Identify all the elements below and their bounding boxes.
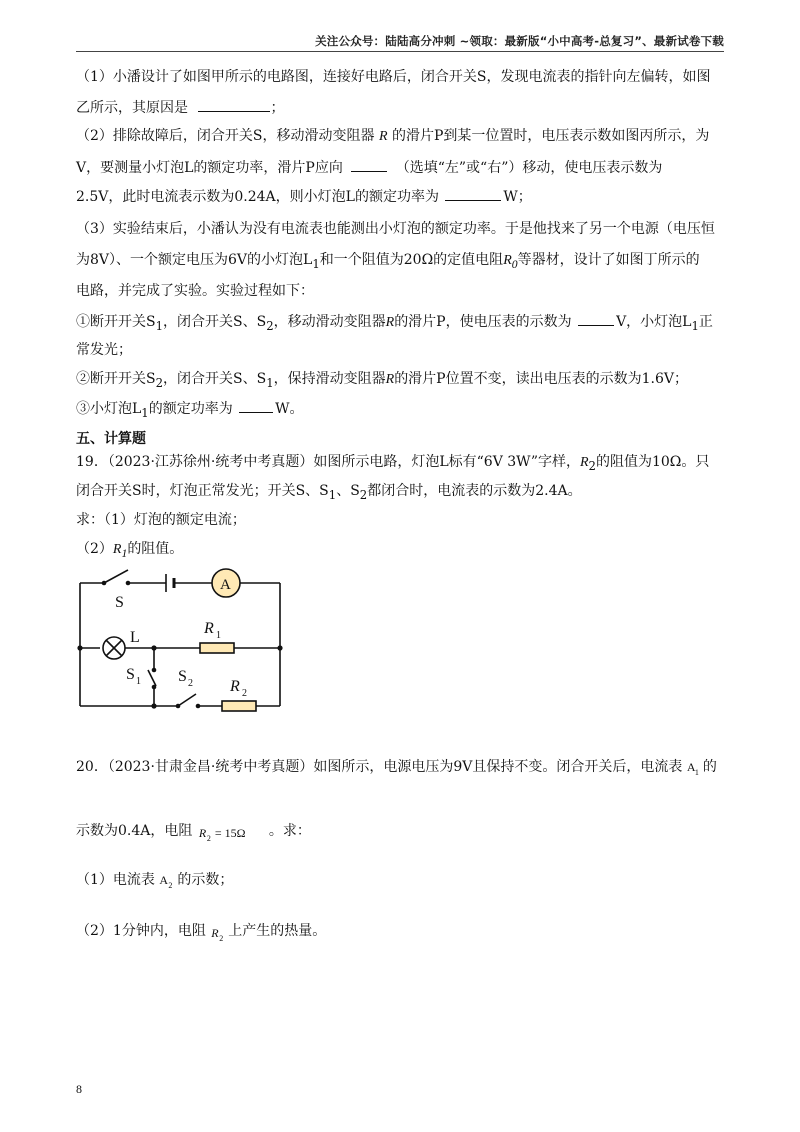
a2-letter: A	[159, 873, 169, 887]
q20-ask1-b: 的示数；	[177, 872, 234, 888]
answer-blank-4[interactable]	[578, 311, 614, 326]
circuit-diagram	[68, 560, 298, 716]
step3-text-c: W。	[275, 401, 304, 417]
q19-ask2-sub: 1	[121, 546, 128, 560]
answer-blank-3[interactable]	[445, 186, 501, 201]
junction-node	[151, 645, 156, 650]
q20-ask1-a: （1）电流表	[76, 872, 155, 888]
section-title: 五、计算题	[76, 431, 146, 447]
label-s1-sub: 1	[136, 676, 141, 687]
step3-text-a: ③小灯泡L	[76, 401, 142, 417]
step2-sub-a: 2	[155, 375, 164, 390]
q18-part2-line1	[76, 126, 709, 147]
switch-contact	[152, 668, 157, 673]
q19-ask1: 求：（1）灯泡的额定电流；	[76, 512, 246, 528]
formula-value: = 15Ω	[214, 826, 246, 840]
r2-sub: 2	[219, 934, 224, 943]
a2-sub: 2	[168, 881, 173, 890]
answer-blank-1[interactable]	[198, 97, 270, 112]
junction-node	[277, 645, 282, 650]
q18-step2	[76, 369, 688, 393]
var-r: R	[385, 315, 395, 330]
header-rule	[76, 51, 724, 52]
q19-text-a: 19．（2023·江苏徐州·统考中考真题）如图所示电路，灯泡L标有“6V 3W”字样，	[76, 454, 580, 470]
q18-part2-text-c: V，要测量小灯泡L的额定功率，滑片P应向	[76, 160, 343, 176]
label-l: L	[130, 629, 140, 646]
q19-sub-b: 1	[328, 487, 337, 502]
q18-part2-text-a: （2）排除故障后，闭合开关S，移动滑动变阻器	[76, 128, 375, 144]
r2-letter: R	[211, 926, 219, 940]
label-r2: R	[230, 678, 240, 695]
q19-sub-a: 2	[588, 458, 596, 473]
q18-part2-line3	[76, 186, 532, 207]
step3-sub-a: 1	[141, 405, 149, 420]
step1-text-a: ①断开开关S	[76, 314, 156, 330]
page-header: 关注公众号：陆陆高分冲刺 ~领取：最新版“小中高考-总复习”、最新试卷下载	[315, 34, 724, 48]
q18-part1-line2	[76, 97, 284, 118]
step3-text-b: 的额定功率为	[148, 401, 233, 417]
q18-part1-end: ；	[270, 100, 285, 116]
var-r1: R	[112, 542, 122, 557]
a1-sub: 1	[694, 768, 699, 777]
switch-contact	[126, 581, 131, 586]
q18-part2-text-e: 2.5V，此时电流表示数为0.24A，则小灯泡L的额定功率为	[76, 189, 439, 205]
formula-r: R	[198, 826, 207, 840]
q18-part3-text-c: 等器材，设计了如图丁所示的	[517, 252, 700, 268]
q19-sub-c: 2	[359, 487, 368, 502]
label-r1: R	[204, 620, 214, 637]
var-r2: R	[579, 455, 589, 470]
q18-part3-text-b: 和一个阻值为20Ω的定值电阻	[319, 252, 504, 268]
var-r0: R	[503, 253, 512, 268]
step2-sub-b: 1	[266, 375, 274, 390]
step2-text-d: 的滑片P位置不变，读出电压表的示数为1.6V；	[394, 371, 688, 387]
q20-text-c: 示数为0.4A，电阻	[76, 823, 193, 839]
label-s1: S	[126, 666, 135, 683]
q18-step3	[76, 398, 304, 423]
q18-part2-line2	[76, 157, 662, 178]
label-r1-sub: 1	[216, 630, 221, 641]
formula-sub: 2	[206, 834, 211, 843]
q18-part1-line1: （1）小潘设计了如图甲所示的电路图，连接好电路后，闭合开关S，发现电流表的指针向左偏转，如图	[76, 69, 711, 85]
switch-s2-blade	[178, 694, 196, 706]
q19-ask2-b: 的阻值。	[127, 541, 184, 557]
step1-text-d: 的滑片P，使电压表的示数为	[394, 314, 572, 330]
resistor-r2-icon	[222, 701, 256, 711]
q18-part1-text: 乙所示，其原因是	[76, 100, 188, 116]
label-s: S	[115, 594, 124, 611]
q20-text-b: 的	[702, 759, 717, 775]
sub-1: 1	[312, 256, 320, 271]
sub-0: 0	[511, 257, 518, 271]
junction-node	[151, 703, 156, 708]
step1-sub-c: 1	[691, 318, 699, 333]
q19-line1	[76, 452, 709, 476]
step1-sub-b: 2	[266, 318, 274, 333]
label-s2: S	[178, 668, 187, 685]
var-r: R	[385, 372, 395, 387]
q20-ask1	[76, 870, 233, 890]
label-ammeter: A	[220, 577, 231, 593]
label-r2-sub: 2	[242, 688, 247, 699]
q18-part3-line3: 电路，并完成了实验。实验过程如下：	[76, 283, 314, 299]
switch-s1-blade	[148, 670, 156, 686]
q18-part2-text-b: 的滑片P到某一位置时，电压表示数如图丙所示，为	[391, 128, 710, 144]
label-s2-sub: 2	[188, 678, 193, 689]
a1-letter: A	[686, 760, 696, 774]
switch-pivot	[176, 704, 181, 709]
q18-step1-line1	[76, 311, 713, 336]
answer-blank-2[interactable]	[351, 157, 387, 172]
q19-ask2-a: （2）	[76, 541, 113, 557]
q19-text-c: 闭合开关S时，灯泡正常发光；开关S、S	[76, 483, 329, 499]
step2-text-c: ，保持滑动变阻器	[273, 371, 386, 387]
var-r: R	[378, 129, 388, 144]
q18-part3-line1: （3）实验结束后，小潘认为没有电流表也能测出小灯泡的额定功率。于是他找来了另一个电源（电压恒	[76, 221, 715, 237]
q20-line2	[76, 821, 311, 841]
q18-part2-text-d: （选填“左”或“右”）移动，使电压表示数为	[395, 160, 663, 176]
q20-ask2	[76, 921, 326, 941]
q20-line1	[76, 757, 717, 777]
step1-sub-a: 1	[155, 318, 164, 333]
q19-text-b: 的阻值为10Ω。只	[595, 454, 710, 470]
switch-contact	[196, 704, 201, 709]
page-number: 8	[76, 1082, 82, 1096]
q19-text-e: 都闭合时，电流表的示数为2.4A。	[367, 483, 582, 499]
step1-text-f: 正	[698, 314, 713, 330]
q20-text-a: 20．（2023·甘肃金昌·统考中考真题）如图所示，电源电压为9V且保持不变。闭合开关后，电流表	[76, 759, 683, 775]
step1-text-c: ，移动滑动变阻器	[273, 314, 386, 330]
q20-text-d: 。求：	[268, 823, 311, 839]
q19-line2	[76, 481, 582, 505]
q18-part2-text-f: W；	[503, 189, 532, 205]
step1-text-b: ，闭合开关S、S	[163, 314, 267, 330]
step2-text-a: ②断开开关S	[76, 371, 156, 387]
q20-ask2-b: 上产生的热量。	[228, 923, 327, 939]
q18-part3-line2	[76, 250, 700, 275]
resistor-r1-icon	[200, 643, 234, 653]
q18-part3-text-a: 为8V）、一个额定电压为6V的小灯泡L	[76, 252, 313, 268]
junction-node	[77, 645, 82, 650]
q18-step1-line2: 常发光；	[76, 342, 132, 358]
q19-text-d: 、S	[336, 483, 360, 499]
switch-pivot	[152, 685, 157, 690]
step1-text-e: V，小灯泡L	[616, 314, 692, 330]
step2-text-b: ，闭合开关S、S	[163, 371, 267, 387]
switch-s-blade	[104, 570, 128, 583]
q20-ask2-a: （2）1分钟内，电阻	[76, 923, 206, 939]
answer-blank-5[interactable]	[239, 398, 273, 413]
switch-pivot	[102, 581, 107, 586]
